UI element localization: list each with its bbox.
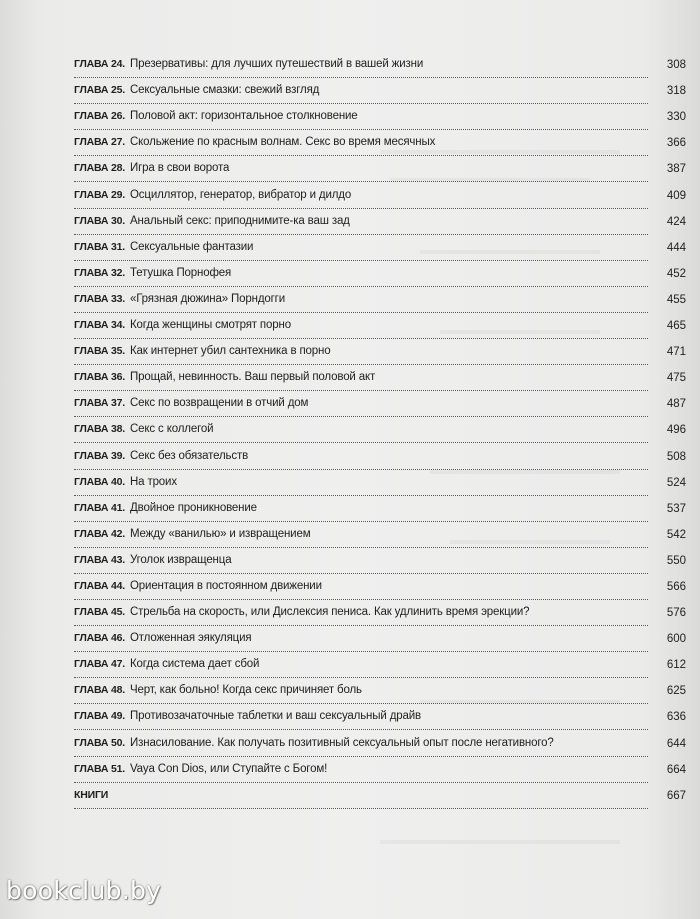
chapter-label: ГЛАВА 32. (74, 266, 125, 279)
toc-entry-text (74, 241, 648, 261)
toc-entry (74, 104, 686, 130)
toc-entry-text (74, 606, 648, 626)
toc-entry-text (74, 528, 648, 548)
chapter-title: Секс по возвращении в отчий дом (130, 397, 309, 410)
page-number: 566 (666, 580, 686, 593)
page-number: 496 (666, 424, 686, 437)
watermark: bookclub.by (6, 876, 162, 905)
page-number: 318 (666, 85, 686, 98)
chapter-title: Половой акт: горизонтальное столкновение (130, 110, 358, 123)
chapter-title: Между «ванилью» и извращением (130, 527, 311, 540)
toc-entry-text (74, 58, 648, 78)
chapter-label: ГЛАВА 26. (74, 110, 125, 123)
chapter-label: ГЛАВА 42. (74, 527, 125, 540)
toc-entry-text (74, 215, 648, 235)
toc-entry-text (74, 658, 648, 678)
page-number: 330 (666, 111, 686, 124)
toc-entry (74, 261, 686, 287)
chapter-title: Скольжение по красным волнам. Секс во время месячных (130, 136, 436, 149)
chapter-label: ГЛАВА 40. (74, 475, 125, 488)
chapter-title: Тетушка Порнофея (130, 266, 232, 279)
page-number: 612 (666, 659, 686, 672)
chapter-title: Игра в свои ворота (130, 162, 230, 175)
toc-entry (74, 235, 686, 261)
page-number: 387 (666, 163, 686, 176)
chapter-title: Уголок извращенца (130, 553, 232, 566)
page-number: 625 (666, 685, 686, 698)
chapter-label: ГЛАВА 46. (74, 632, 125, 645)
chapter-label: ГЛАВА 39. (74, 449, 125, 462)
chapter-title: Ориентация в постоянном движении (130, 579, 322, 592)
toc-entry (74, 574, 686, 600)
toc-entry (74, 313, 686, 339)
chapter-label: ГЛАВА 38. (74, 423, 125, 436)
toc-entry (74, 365, 686, 391)
toc-entry (74, 600, 686, 626)
toc-entry-text (74, 476, 648, 496)
toc-entry (74, 470, 686, 496)
chapter-label: ГЛАВА 49. (74, 710, 125, 723)
page-number: 366 (666, 137, 686, 150)
toc-entry-text (74, 423, 648, 443)
chapter-label: ГЛАВА 48. (74, 684, 125, 697)
chapter-label: ГЛАВА 41. (74, 501, 125, 514)
toc-entry (74, 730, 686, 756)
toc-entry-text (74, 684, 648, 704)
page-number: 542 (666, 528, 686, 541)
chapter-title: Сексуальные смазки: свежий взгляд (130, 84, 320, 97)
chapter-title: «Грязная дюжина» Порндогги (130, 292, 286, 305)
toc-entry-text (74, 162, 648, 182)
page-number: 471 (666, 346, 686, 359)
page-number: 409 (666, 189, 686, 202)
toc-entry (74, 548, 686, 574)
toc-entry-text (74, 371, 648, 391)
page-number: 475 (666, 372, 686, 385)
chapter-label: ГЛАВА 25. (74, 84, 125, 97)
chapter-label: ГЛАВА 31. (74, 240, 125, 253)
toc-entry (74, 757, 686, 783)
chapter-title: Секс с коллегой (130, 423, 214, 436)
toc-entry (74, 443, 686, 469)
page-number: 487 (666, 398, 686, 411)
chapter-title: Анальный секс: приподнимите-ка ваш зад (130, 214, 350, 227)
chapter-label: ГЛАВА 29. (74, 188, 125, 201)
chapter-label: ГЛАВА 27. (74, 136, 125, 149)
chapter-title: Когда система дает сбой (130, 658, 260, 671)
page-number: 664 (666, 763, 686, 776)
chapter-title: Презервативы: для лучших путешествий в вашей жизни (130, 58, 424, 71)
page-number: 465 (666, 320, 686, 333)
toc-entry-text (74, 293, 648, 313)
chapter-label: ГЛАВА 47. (74, 658, 125, 671)
chapter-label: ГЛАВА 51. (74, 762, 125, 775)
chapter-label: ГЛАВА 50. (74, 736, 125, 749)
chapter-label: ГЛАВА 24. (74, 58, 125, 71)
page-number: 636 (666, 711, 686, 724)
toc-entry (74, 209, 686, 235)
chapter-title: Секс без обязательств (130, 449, 249, 462)
chapter-title: Противозачаточные таблетки и ваш сексуальный драйв (130, 710, 421, 723)
toc-entry-text (74, 189, 648, 209)
page-number: 600 (666, 633, 686, 646)
chapter-label: ГЛАВА 30. (74, 214, 125, 227)
toc-entry-text (74, 502, 648, 522)
toc-entry-text (74, 136, 648, 156)
toc-entry-text (74, 397, 648, 417)
page-number: 508 (666, 450, 686, 463)
chapter-title: На троих (130, 475, 177, 488)
toc-entry (74, 496, 686, 522)
chapter-title: Отложенная эякуляция (130, 632, 252, 645)
toc-entry-text (74, 632, 648, 652)
chapter-title: Как интернет убил сантехника в порно (130, 345, 331, 358)
toc-entry (74, 704, 686, 730)
toc-entry-text (74, 580, 648, 600)
toc-entry-text (74, 710, 648, 730)
page-number: 576 (666, 607, 686, 620)
toc-entry (74, 78, 686, 104)
table-of-contents (74, 52, 686, 809)
page-number: 667 (666, 789, 686, 802)
page-number: 444 (666, 241, 686, 254)
chapter-label: ГЛАВА 33. (74, 292, 125, 305)
toc-entry (74, 339, 686, 365)
toc-entry (74, 652, 686, 678)
page-number: 537 (666, 502, 686, 515)
toc-entry-text (74, 789, 648, 809)
chapter-title: Стрельба на скорость, или Дислексия пениса. Как удлинить время эрекции? (130, 606, 530, 619)
chapter-title: Двойное проникновение (130, 501, 257, 514)
page-number: 550 (666, 554, 686, 567)
toc-entry-text (74, 450, 648, 470)
chapter-label: ГЛАВА 44. (74, 579, 125, 592)
toc-entry-text (74, 763, 648, 783)
chapter-title: Сексуальные фантазии (130, 240, 254, 253)
toc-entry (74, 156, 686, 182)
chapter-title: Изнасилование. Как получать позитивный сексуальный опыт после негативного? (130, 736, 554, 749)
page-number: 644 (666, 737, 686, 750)
chapter-label: ГЛАВА 36. (74, 371, 125, 384)
toc-entry (74, 391, 686, 417)
toc-entry (74, 678, 686, 704)
toc-entry (74, 182, 686, 208)
toc-entry-text (74, 737, 648, 757)
toc-entry (74, 130, 686, 156)
chapter-label: ГЛАВА 35. (74, 345, 125, 358)
toc-entry (74, 783, 686, 809)
page-number: 452 (666, 267, 686, 280)
chapter-title: Черт, как больно! Когда секс причиняет боль (130, 684, 362, 697)
toc-entry (74, 287, 686, 313)
toc-entry-text (74, 319, 648, 339)
chapter-title: Vaya Con Dios, или Ступайте с Богом! (130, 762, 328, 775)
page-number: 455 (666, 293, 686, 306)
toc-entry (74, 626, 686, 652)
chapter-label: ГЛАВА 34. (74, 319, 125, 332)
chapter-label: ГЛАВА 28. (74, 162, 125, 175)
toc-entry-text (74, 554, 648, 574)
toc-entry (74, 417, 686, 443)
toc-entry-text (74, 345, 648, 365)
chapter-label: ГЛАВА 37. (74, 397, 125, 410)
page-number: 424 (666, 215, 686, 228)
page-number: 524 (666, 476, 686, 489)
toc-entry-text (74, 110, 648, 130)
toc-entry-text (74, 267, 648, 287)
chapter-label: ГЛАВА 45. (74, 606, 125, 619)
chapter-label: КНИГИ (74, 788, 109, 801)
chapter-title: Осциллятор, генератор, вибратор и дилдо (130, 188, 352, 201)
toc-entry (74, 52, 686, 78)
chapter-title: Прощай, невинность. Ваш первый половой акт (130, 371, 376, 384)
toc-entry (74, 522, 686, 548)
chapter-label: ГЛАВА 43. (74, 553, 125, 566)
page-number: 308 (666, 59, 686, 72)
toc-entry-text (74, 84, 648, 104)
chapter-title: Когда женщины смотрят порно (130, 319, 291, 332)
